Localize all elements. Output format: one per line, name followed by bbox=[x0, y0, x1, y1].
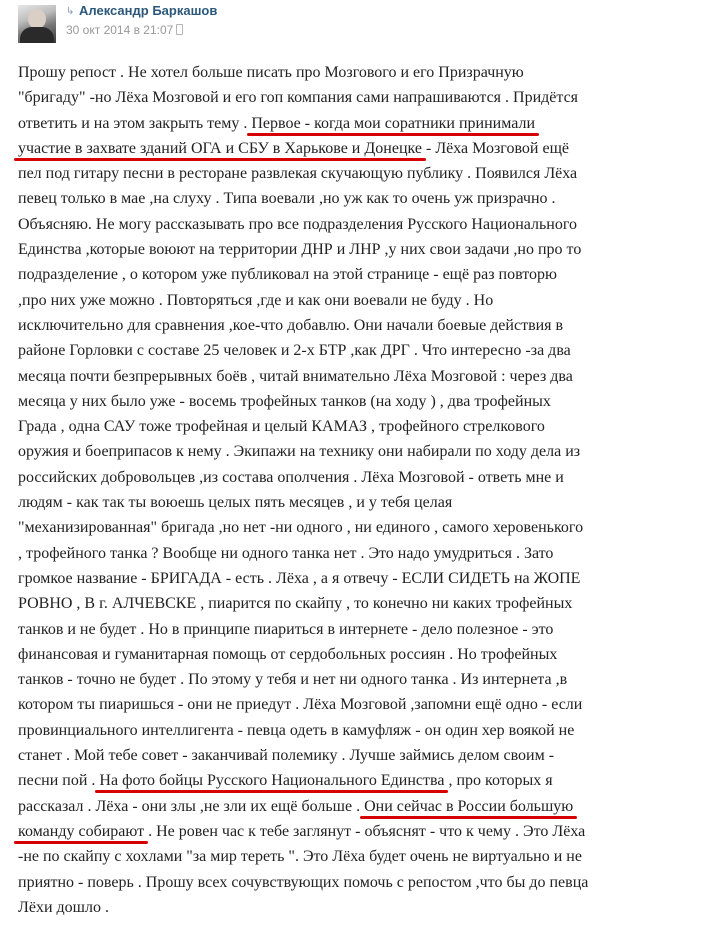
text-segment: Лёхи дошло . bbox=[18, 898, 109, 916]
text-segment: - Лёха Мозговой ещё bbox=[421, 139, 569, 157]
text-line bbox=[18, 161, 694, 186]
text-line bbox=[18, 844, 694, 869]
text-segment: громкое название - БРИГАДА - есть . Лёха , а я отвечу - ЕСЛИ СИДЕТЬ на ЖОПЕ bbox=[18, 569, 581, 587]
text-line bbox=[18, 389, 694, 414]
text-segment: , трофейного танка ? Вообще ни одного танка нет . Это надо умудриться . Зато bbox=[18, 544, 554, 562]
text-segment: -не по скайпу с хохлами "за мир тереть ". Это Лёха будет очень не виртуально и не bbox=[18, 848, 582, 866]
text-segment: песни пой . bbox=[18, 772, 100, 790]
text-segment: танков - точно не будет . По этому у тебя и нет ни одного танка . Из интернета ,в bbox=[18, 671, 568, 689]
text-segment: людям - как так ты воюешь целых пять месяцев , и у тебя целая bbox=[18, 494, 453, 512]
text-line bbox=[18, 262, 694, 287]
text-line bbox=[18, 60, 694, 85]
text-line bbox=[18, 85, 694, 110]
text-segment: ,про них уже можно . Повторяться ,где и как они воевали не буду . Но bbox=[18, 291, 494, 309]
text-line bbox=[18, 136, 694, 161]
text-segment: исключительно для сравнения ,кое-что добавлю. Они начали боевые действия в bbox=[18, 316, 564, 334]
highlighted-text: команду собирают bbox=[18, 822, 145, 840]
text-segment: приятно - поверь . Прошу всех сочувствующих помочь с репостом ,что бы до певца bbox=[18, 873, 589, 891]
text-segment: провинциального интеллигента - певца одеть в камуфляж - он один хер воякой не bbox=[18, 721, 575, 739]
text-line bbox=[18, 768, 694, 793]
text-segment: пел под гитару песни в ресторане развлекая скучающую публику . Появился Лёха bbox=[18, 165, 578, 183]
text-segment: оружия и боеприпасов к нему . Экипажи на технику они набирали по ходу дела из bbox=[18, 443, 581, 461]
text-segment: ответить и на этом закрыть тему . bbox=[18, 114, 252, 132]
highlighted-text: участие в захвате зданий ОГА и СБУ в Харькове и Донецке bbox=[18, 139, 422, 157]
text-line bbox=[18, 667, 694, 692]
mobile-phone-icon bbox=[176, 24, 183, 35]
post-date[interactable] bbox=[66, 23, 183, 37]
author-name-link[interactable]: Александр Баркашов bbox=[79, 3, 218, 18]
text-segment: подразделение , о котором уже публиковал на этой странице - ещё раз повторю bbox=[18, 266, 557, 284]
text-line bbox=[18, 439, 694, 464]
text-segment: месяца почти безпрерывных боёв , читай внимательно Лёха Мозговой : через два bbox=[18, 367, 573, 385]
text-line bbox=[18, 819, 694, 844]
text-segment: Прошу репост . Не хотел больше писать про Мозгового и его Призрачную bbox=[18, 64, 524, 81]
text-line bbox=[18, 288, 694, 313]
text-line bbox=[18, 743, 694, 768]
text-segment: Единства ,которые воюют на территории ДНР и ЛНР ,у них свои задачи ,но про то bbox=[18, 241, 582, 259]
text-line bbox=[18, 692, 694, 717]
text-line bbox=[18, 313, 694, 338]
text-segment: котором ты пиаришься - они не приедут . Лёха Мозговой ,запомни ещё одно - если bbox=[18, 696, 583, 714]
text-line bbox=[18, 212, 694, 237]
highlighted-text: Первое - когда мои соратники принимали bbox=[251, 114, 536, 132]
text-segment: , про которых я bbox=[444, 772, 553, 790]
text-segment: финансовая и гуманитарная помощь от сердобольных россиян . Но трофейных bbox=[18, 645, 558, 663]
text-segment: РОВНО , В г. АЛЧЕВСКЕ , пиарится по скайпу , то конечно ни каких трофейных bbox=[18, 595, 573, 613]
text-line bbox=[18, 870, 694, 895]
text-line bbox=[18, 490, 694, 515]
post-text bbox=[18, 60, 694, 920]
post-date-text: 30 окт 2014 в 21:07 bbox=[66, 23, 174, 37]
text-segment: российских добровольцев ,из состава ополчения . Лёха Мозговой - ответь мне и bbox=[18, 468, 564, 486]
share-arrow-icon: ↳ bbox=[66, 6, 75, 17]
text-line bbox=[18, 794, 694, 819]
author-avatar[interactable] bbox=[18, 5, 56, 43]
text-line bbox=[18, 111, 694, 136]
text-segment: . Не ровен час к тебе заглянут - объяснят - что к чему . Это Лёха bbox=[144, 822, 586, 840]
text-line bbox=[18, 338, 694, 363]
text-segment: рассказал . Лёха - они злы ,не зли их ещё больше . bbox=[18, 797, 365, 815]
text-segment: "механизированная" бригада ,но нет -ни одного , ни единого , самого херовенького bbox=[18, 519, 584, 537]
text-line bbox=[18, 566, 694, 591]
text-line bbox=[18, 237, 694, 262]
text-line bbox=[18, 515, 694, 540]
text-line bbox=[18, 186, 694, 211]
text-line bbox=[18, 617, 694, 642]
text-line bbox=[18, 642, 694, 667]
highlighted-text: Они сейчас в России большую bbox=[364, 797, 574, 815]
text-segment: месяца у них было уже - восемь трофейных танков (на ходу ) , два трофейных bbox=[18, 392, 551, 410]
text-line bbox=[18, 718, 694, 743]
text-segment: певец только в мае ,на слуху . Типа воевали ,но уж как то очень уж призрачно . bbox=[18, 190, 556, 208]
highlighted-text: На фото бойцы Русского Национального Единства bbox=[99, 772, 445, 790]
text-segment: Града , одна САУ тоже трофейная и целый КАМАЗ , трофейного стрелкового bbox=[18, 418, 545, 436]
text-line bbox=[18, 414, 694, 439]
text-line bbox=[18, 541, 694, 566]
text-segment: Объясняю. Не могу рассказывать про все подразделения Русского Национального bbox=[18, 215, 578, 233]
text-segment: районе Горловки с составе 25 человек и 2-х БТР ,как ДРГ . Что интересно -за два bbox=[18, 342, 571, 360]
text-line bbox=[18, 895, 694, 920]
text-segment: "бригаду" -но Лёха Мозговой и его гоп компания сами напрашиваются . Придётся bbox=[18, 89, 579, 107]
text-segment: танков и не будет . Но в принципе пиариться в интернете - дело полезное - это bbox=[18, 620, 554, 638]
text-line bbox=[18, 591, 694, 616]
post-header bbox=[0, 0, 709, 48]
text-line bbox=[18, 465, 694, 490]
text-segment: станет . Мой тебе совет - заканчивай полемику . Лучше займись делом своим - bbox=[18, 747, 555, 765]
text-line bbox=[18, 364, 694, 389]
